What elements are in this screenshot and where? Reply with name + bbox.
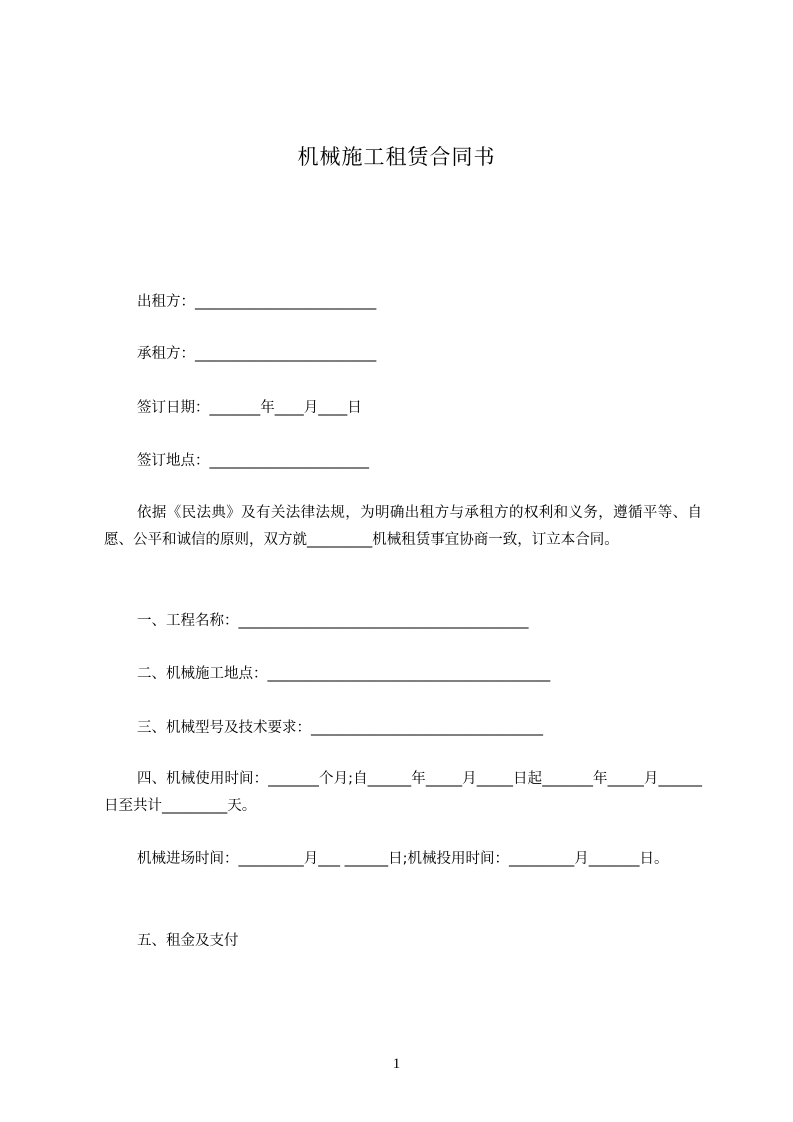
lessor-line: 出租方：_________________________: [137, 294, 377, 310]
lessee-line: 承租方：_________________________: [137, 346, 377, 362]
clause-rent-payment: 五、租金及支付: [137, 933, 239, 949]
page-number: 1: [392, 1056, 401, 1072]
clause-usage-period: 四、机械使用时间：_______个月;自______年_____月_____日起_______年_____月______日至共计_________天。: [104, 771, 702, 814]
clause-construction-site: 二、机械施工地点：_______________________________________: [137, 666, 551, 682]
machine-entry-time: 机械进场时间：_________月___ ______日;机械投用时间：_________月_______日。: [137, 851, 669, 867]
preamble-paragraph: 依据《民法典》及有关法律法规，为明确出租方与承租方的权利和义务，遵循平等、自愿、公平和诚信的原则，双方就_________机械租赁事宜协商一致，订立本合同。: [104, 505, 702, 548]
document-title: 机械施工租赁合同书: [297, 145, 496, 169]
clause-machine-model: 三、机械型号及技术要求：________________________________: [137, 720, 543, 736]
clause-project-name: 一、工程名称：________________________________________: [137, 613, 529, 629]
sign-date-line: 签订日期：_______年____月____日: [137, 400, 362, 416]
sign-place-line: 签订地点：______________________: [137, 453, 369, 469]
